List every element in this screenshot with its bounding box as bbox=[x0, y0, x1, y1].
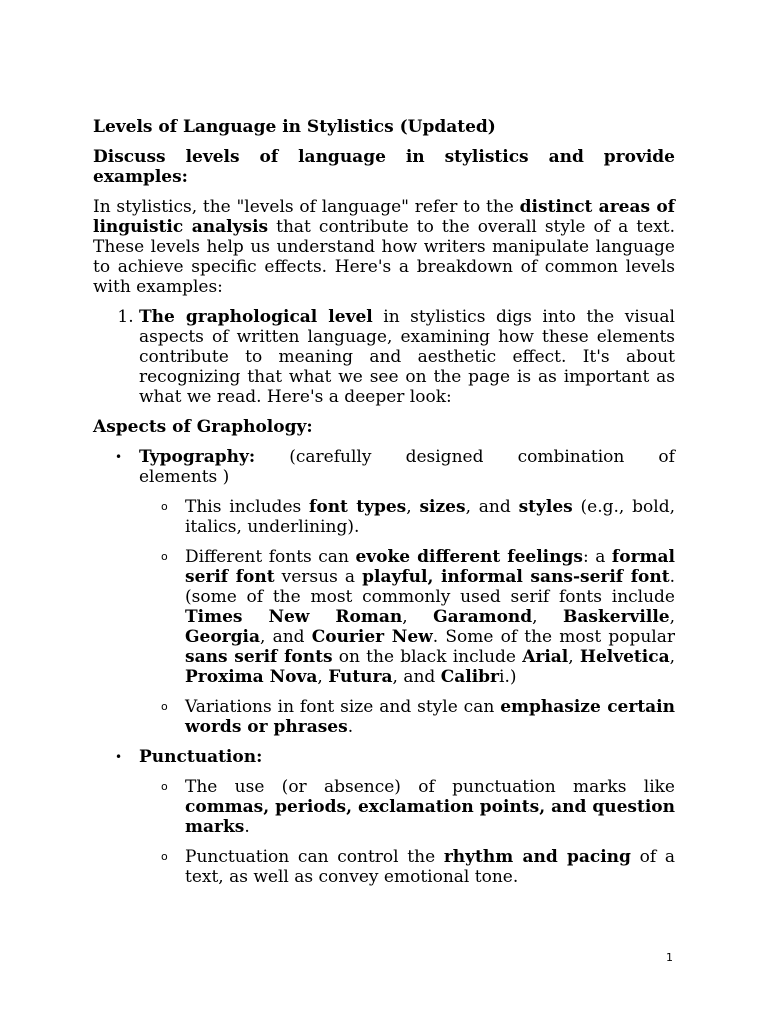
sub-item-variations bbox=[139, 697, 675, 737]
text-run: , and bbox=[392, 667, 441, 687]
bold-run: Helvetica bbox=[579, 647, 670, 667]
bold-run: rhythm and pacing bbox=[443, 847, 631, 867]
question-heading: Discuss levels of language in stylistics and provide examples: bbox=[93, 147, 675, 187]
typography-word: designed bbox=[405, 447, 484, 467]
bold-run: commas, periods, exclamation points, and question marks bbox=[185, 797, 675, 837]
typography-word: combination bbox=[517, 447, 625, 467]
bold-run: Arial bbox=[522, 647, 569, 667]
bold-run: playful, informal sans-serif font bbox=[362, 567, 670, 587]
bold-run: emphasize certain words or phrases bbox=[185, 697, 676, 737]
text-run: on the black include bbox=[332, 647, 523, 667]
text-run: , bbox=[669, 607, 676, 627]
text-run: . (some of the most commonly used serif fonts include bbox=[185, 567, 675, 607]
text-run: Variations in font size and style can bbox=[185, 697, 501, 717]
bold-run: Calibr bbox=[440, 667, 500, 687]
text-run: , bbox=[532, 607, 564, 627]
bullet-icon: • bbox=[115, 750, 123, 764]
bold-run: Garamond bbox=[433, 607, 533, 627]
document-page bbox=[93, 117, 675, 897]
text-run: . bbox=[244, 817, 250, 837]
bold-run: Proxima Nova bbox=[185, 667, 318, 687]
intro-paragraph bbox=[93, 197, 675, 297]
list-item-graphological bbox=[139, 307, 675, 407]
bold-run: sizes bbox=[419, 497, 466, 517]
text-run: , and bbox=[465, 497, 519, 517]
bold-run: Times New Roman bbox=[185, 607, 403, 627]
text-run: The use (or absence) of punctuation marks like bbox=[185, 777, 675, 797]
text-run: of a text, as well as convey emotional tone. bbox=[185, 847, 675, 887]
text-run: . Some of the most popular bbox=[432, 627, 675, 647]
list-item-typography bbox=[93, 447, 675, 737]
bold-run: Baskerville bbox=[563, 607, 670, 627]
text-run: This includes bbox=[185, 497, 310, 517]
sub-item-font-types bbox=[139, 497, 675, 537]
bold-run: Courier New bbox=[311, 627, 433, 647]
bold-run: font types bbox=[309, 497, 407, 517]
text-run: , bbox=[402, 607, 434, 627]
sub-item-rhythm bbox=[139, 847, 675, 887]
typography-word: of bbox=[658, 447, 675, 467]
bullet-icon: • bbox=[115, 450, 123, 464]
page-number: 1 bbox=[666, 951, 673, 964]
text-run: , bbox=[317, 667, 329, 687]
list-item-text: in stylistics digs into the visual aspects of written language, examining how these elements contribute to meaning and aesthetic effect. It's about recognizing that what we see on the page is as important as what we read. Here's a deeper look: bbox=[139, 307, 675, 407]
text-run: Different fonts can bbox=[185, 547, 356, 567]
sub-item-different-fonts bbox=[139, 547, 675, 687]
intro-text-2: that contribute to the overall style of a text. These levels help us understand how writers manipulate language to achieve specific effects. Here's a breakdown of common levels with examples: bbox=[93, 217, 675, 297]
bold-run: sans serif fonts bbox=[185, 647, 333, 667]
text-run: : a bbox=[582, 547, 612, 567]
bold-run: evoke different feelings bbox=[355, 547, 583, 567]
text-run: versus a bbox=[274, 567, 363, 587]
circle-bullet-icon: o bbox=[161, 700, 168, 713]
typography-heading-continuation: elements ) bbox=[139, 467, 230, 487]
intro-bold-1: distinct areas of linguistic analysis bbox=[93, 197, 675, 237]
text-run: , and bbox=[260, 627, 312, 647]
text-run: , bbox=[669, 647, 676, 667]
typography-label: Typography: bbox=[139, 447, 256, 467]
list-item-bold: The graphological level bbox=[139, 307, 373, 327]
text-run: , bbox=[406, 497, 420, 517]
text-run: . bbox=[347, 717, 354, 737]
bold-run: Futura bbox=[328, 667, 393, 687]
list-item-punctuation bbox=[93, 747, 675, 887]
aspects-heading: Aspects of Graphology: bbox=[93, 417, 313, 437]
document-title: Levels of Language in Stylistics (Updated) bbox=[93, 117, 496, 137]
circle-bullet-icon: o bbox=[161, 850, 168, 863]
circle-bullet-icon: o bbox=[161, 550, 168, 563]
typography-heading-line bbox=[139, 447, 675, 467]
aspects-list bbox=[93, 447, 675, 887]
typography-sublist bbox=[139, 497, 675, 737]
intro-text-1: In stylistics, the "levels of language" refer to the bbox=[93, 197, 520, 217]
circle-bullet-icon: o bbox=[161, 780, 168, 793]
text-run: Punctuation can control the bbox=[185, 847, 444, 867]
bold-run: Georgia bbox=[185, 627, 260, 647]
typography-word: (carefully bbox=[289, 447, 372, 467]
text-run: (e.g., bold, italics, underlining). bbox=[185, 497, 675, 537]
circle-bullet-icon: o bbox=[161, 500, 168, 513]
punctuation-sublist bbox=[139, 777, 675, 887]
punctuation-label: Punctuation: bbox=[139, 747, 263, 767]
text-run: , bbox=[568, 647, 580, 667]
bold-run: formal serif font bbox=[185, 547, 675, 587]
bold-run: styles bbox=[518, 497, 573, 517]
text-run: i.) bbox=[499, 667, 517, 687]
levels-list bbox=[93, 307, 675, 407]
sub-item-punctuation-marks bbox=[139, 777, 675, 837]
